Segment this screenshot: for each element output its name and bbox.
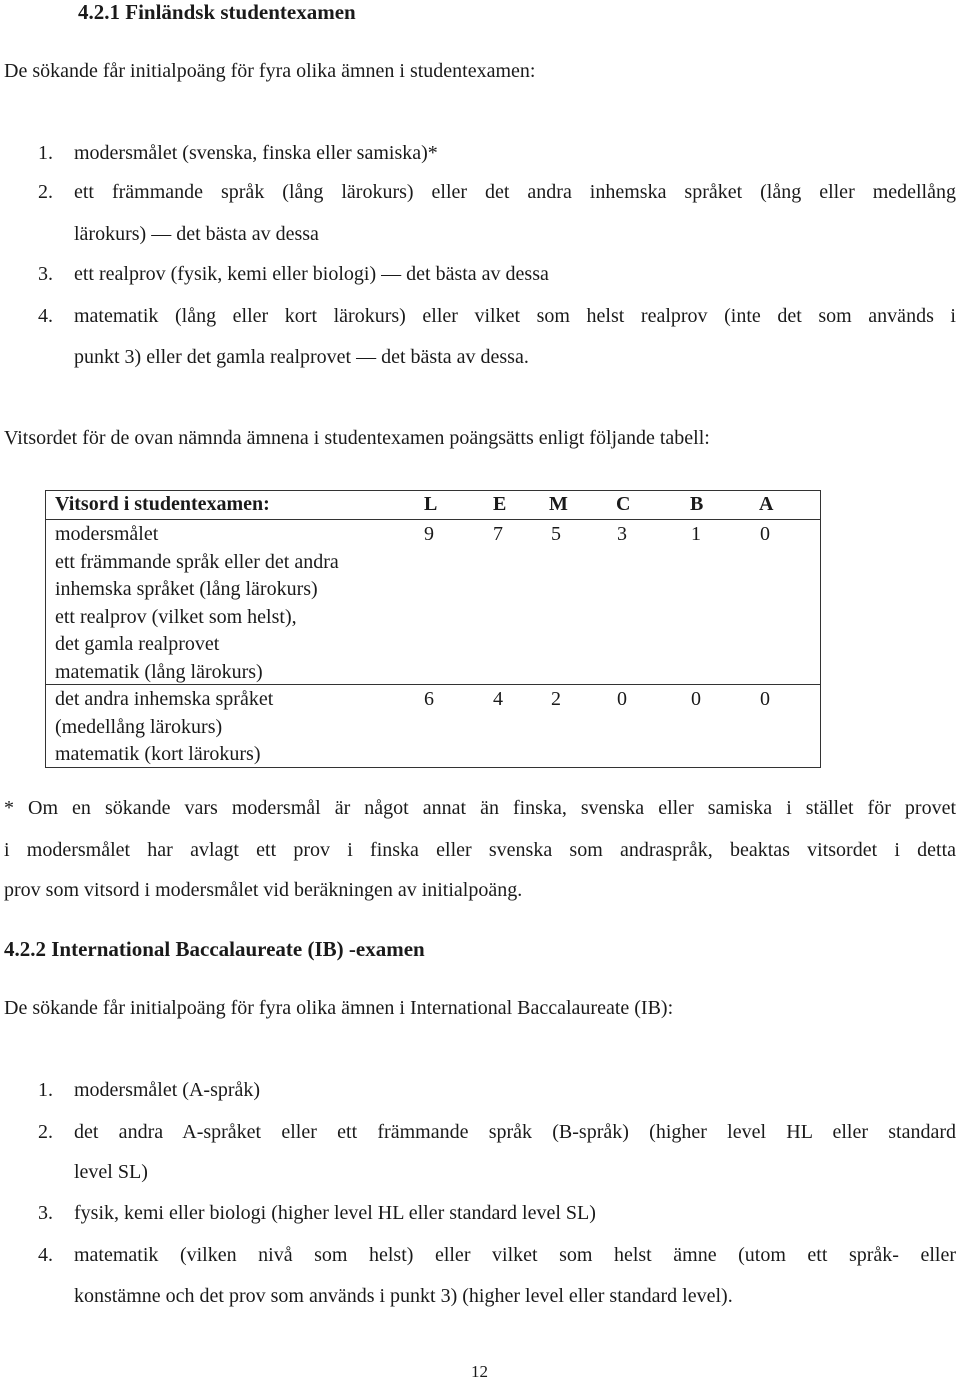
section-heading-4-2-1: 4.2.1 Finländsk studentexamen	[78, 0, 356, 24]
list-item-text: modersmålet (svenska, finska eller samiska)*	[74, 142, 438, 164]
points-cell: 2	[551, 688, 561, 710]
row-subject-line: det gamla realprovet	[55, 633, 220, 655]
list-item-text: ett realprov (fysik, kemi eller biologi) — det bästa av dessa	[74, 263, 549, 285]
footnote-line: prov som vitsord i modersmålet vid beräkningen av initialpoäng.	[4, 879, 523, 901]
list-item-text: modersmålet (A-språk)	[74, 1079, 261, 1101]
list-item-number: 3.	[38, 1202, 53, 1224]
row-subject-line: (medellång lärokurs)	[55, 715, 223, 738]
list-item-number: 3.	[38, 263, 53, 285]
table-header-label: Vitsord i studentexamen:	[55, 493, 270, 515]
row-subject-line: modersmålet	[55, 523, 159, 545]
points-cell: 9	[424, 523, 434, 545]
grade-header-e: E	[493, 493, 507, 515]
section2-intro: De sökande får initialpoäng för fyra olika ämnen i International Baccalaureate (IB):	[4, 997, 674, 1019]
grade-header-m: M	[549, 493, 568, 515]
list-item-text: punkt 3) eller det gamla realprovet — det bästa av dessa.	[74, 346, 529, 368]
list-item-text: level SL)	[74, 1161, 148, 1183]
list-item-text: ett främmande språk (lång lärokurs) eller det andra inhemska språket (lång eller medellång	[74, 181, 956, 203]
points-cell: 4	[493, 688, 503, 710]
section-heading-4-2-2: 4.2.2 International Baccalaureate (IB) -examen	[4, 937, 425, 961]
page-number: 12	[471, 1362, 488, 1381]
grade-header-a: A	[759, 493, 774, 515]
table-intro: Vitsordet för de ovan nämnda ämnena i studentexamen poängsätts enligt följande tabell:	[4, 427, 710, 449]
list-item-text: matematik (lång eller kort lärokurs) eller vilket som helst realprov (inte det som används i	[74, 305, 956, 327]
points-cell: 7	[493, 523, 503, 545]
grade-header-l: L	[424, 493, 438, 515]
grade-points-table	[45, 490, 821, 768]
list-item-text: det andra A-språket eller ett främmande språk (B-språk) (higher level HL eller standard	[74, 1121, 956, 1143]
row-subject-line: matematik (lång lärokurs)	[55, 660, 263, 683]
points-cell: 5	[551, 523, 561, 545]
list-item-number: 2.	[38, 181, 53, 203]
list-item-number: 4.	[38, 1244, 53, 1266]
list-item-text: fysik, kemi eller biologi (higher level HL eller standard level SL)	[74, 1202, 596, 1224]
grade-header-c: C	[616, 493, 631, 515]
row-subject-line: ett främmande språk eller det andra	[55, 550, 339, 573]
row-subject-line: matematik (kort lärokurs)	[55, 743, 261, 765]
row-subject-line: ett realprov (vilket som helst),	[55, 605, 297, 628]
row-subject-line: inhemska språket (lång lärokurs)	[55, 578, 318, 600]
section1-intro: De sökande får initialpoäng för fyra olika ämnen i studentexamen:	[4, 60, 536, 82]
list-item-text: lärokurs) — det bästa av dessa	[74, 223, 319, 245]
footnote-line: * Om en sökande vars modersmål är något annat än finska, svenska eller samiska i stället för provet	[4, 797, 956, 819]
list-item-number: 1.	[38, 1079, 53, 1101]
points-cell: 0	[617, 688, 627, 710]
points-cell: 0	[691, 688, 701, 710]
list-item-number: 1.	[38, 142, 53, 164]
grade-header-b: B	[690, 493, 704, 515]
list-item-number: 2.	[38, 1121, 53, 1143]
list-item-text: konstämne och det prov som används i punkt 3) (higher level eller standard level).	[74, 1285, 733, 1307]
row-subject-line: det andra inhemska språket	[55, 688, 274, 710]
list-item-text: matematik (vilken nivå som helst) eller vilket som helst ämne (utom ett språk- eller	[74, 1244, 956, 1266]
points-cell: 1	[691, 523, 701, 545]
list-item-number: 4.	[38, 305, 53, 327]
footnote-line: i modersmålet har avlagt ett prov i finska eller svenska som andraspråk, beaktas vitsordet i detta	[4, 839, 956, 861]
points-cell: 3	[617, 523, 627, 545]
points-cell: 0	[760, 688, 770, 710]
table-divider	[46, 519, 820, 520]
points-cell: 6	[424, 688, 434, 710]
points-cell: 0	[760, 523, 770, 545]
